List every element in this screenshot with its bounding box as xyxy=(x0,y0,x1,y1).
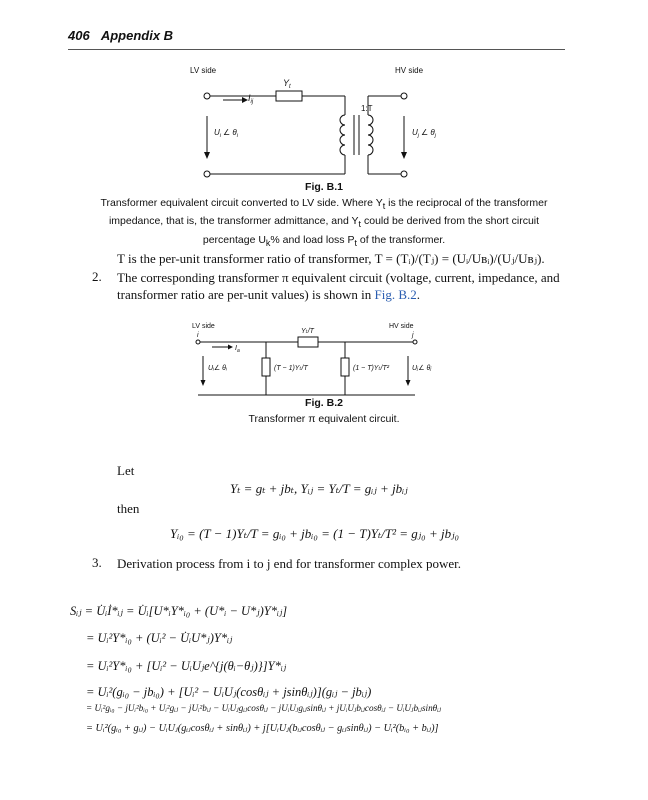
derivation-line-6: = Uᵢ²(gᵢ₀ + gᵢⱼ) − UᵢUⱼ(gᵢⱼcosθᵢⱼ + sinθᵢⱼ) + j[UᵢUⱼ(bᵢⱼcosθᵢⱼ − gᵢⱼsinθᵢⱼ) − Uᵢ²(bᵢ₀ + bᵢⱼ)] xyxy=(86,723,439,734)
then-label: then xyxy=(117,501,140,516)
caption1-line1: Transformer equivalent circuit converted to LV side. Where Y xyxy=(100,196,383,209)
caption1-sub1: t xyxy=(382,200,386,211)
current-sub: ij xyxy=(250,99,254,105)
ui-label: U xyxy=(214,128,220,137)
b2-hv-side-label: HV side xyxy=(389,323,414,330)
fig-b2-link[interactable]: Fig. B.2 xyxy=(374,287,417,302)
figure-b2-label: Fig. B.2 xyxy=(305,397,343,409)
item3-text: Derivation process from i to j end for transformer complex power. xyxy=(117,556,462,571)
svg-text:Iij xyxy=(248,93,254,105)
caption1-line2: impedance, that is, the transformer admittance, and Y xyxy=(108,215,359,228)
let-label: Let xyxy=(117,463,135,478)
b2-hv-node-label: j xyxy=(412,332,414,339)
derivation-line-2: = Uᵢ²Y*ᵢ₀ + (Uᵢ² − U̇ᵢU*ⱼ)Y*ᵢⱼ xyxy=(86,631,233,645)
derivation-line-5: = Uᵢ²gᵢ₀ − jUᵢ²bᵢ₀ + Uᵢ²gᵢⱼ − jUᵢ²bᵢⱼ − UᵢUⱼgᵢⱼcosθᵢⱼ − jUᵢUⱼgᵢⱼsinθᵢⱼ + jUᵢUⱼbᵢⱼcosθᵢⱼ − UᵢUⱼbᵢⱼsinθᵢⱼ xyxy=(86,703,442,713)
uj-sub: j xyxy=(417,133,420,139)
yt-sub: t xyxy=(289,84,291,90)
figure-b2-circuit xyxy=(190,318,462,398)
caption1-line3: percentage U xyxy=(202,233,266,246)
b2-lv-side-label: LV side xyxy=(192,323,215,330)
b2-uj-label: Uⱼ∠ θⱼ xyxy=(412,365,432,372)
ratio-paragraph: T is the per-unit transformer ratio of transformer, T = (Tᵢ)/(Tⱼ) = (Uᵢ/Uʙᵢ)/(Uⱼ/Uʙⱼ). xyxy=(117,251,545,266)
b2-current-label: I xyxy=(235,345,237,352)
equation-yt: Yₜ = gₜ + jbₜ, Yᵢⱼ = Yₜ/T = gᵢⱼ + jbᵢⱼ xyxy=(230,481,408,496)
uj-label: U xyxy=(412,128,418,137)
caption1-sub3: k xyxy=(265,237,271,248)
current-label: I xyxy=(248,93,251,103)
item2-text-b: transformer ratio are per-unit values) is shown in xyxy=(117,287,375,302)
caption1-line2-end: could be derived from the short circuit xyxy=(361,215,540,228)
lv-side-label: LV side xyxy=(190,66,217,75)
b2-shunt1-label: (T − 1)Yₜ/T xyxy=(274,365,308,372)
figure-b1-circuit xyxy=(190,60,470,185)
b2-shunt2-label: (1 − T)Yₜ/T² xyxy=(353,365,390,372)
uj-angle-sub: j xyxy=(434,133,436,139)
figure-b2-caption xyxy=(70,396,578,427)
b2-series-label: Yₜ/T xyxy=(301,328,314,335)
figure-b1-label: Fig. B.1 xyxy=(305,181,343,193)
item2-number: 2. xyxy=(92,269,102,284)
hv-side-label: HV side xyxy=(395,66,424,75)
yt-label: Y xyxy=(283,78,290,88)
caption1-line3-mid: % and load loss P xyxy=(270,233,355,246)
b2-current-sub: a xyxy=(236,348,240,354)
derivation-line-3: = Uᵢ²Y*ᵢ₀ + [Uᵢ² − UᵢUⱼe^{j(θᵢ−θⱼ)}]Y*ᵢⱼ xyxy=(86,659,287,673)
running-header xyxy=(68,28,173,43)
svg-text:Ui∠ θi xyxy=(214,128,239,139)
ratio-label: 1:T xyxy=(361,104,373,113)
b2-lv-node-label: i xyxy=(197,332,199,339)
item2-text-end: . xyxy=(416,287,421,302)
header-title: Appendix B xyxy=(100,28,174,43)
derivation-line-1: Sᵢⱼ = U̇ᵢİ*ᵢⱼ = U̇ᵢ[U*ᵢY*ᵢ₀ + (U*ᵢ − U*ⱼ)Y*ᵢⱼ] xyxy=(70,604,288,618)
ui-angle: ∠ θ xyxy=(223,128,237,137)
svg-text:Ia xyxy=(235,345,240,354)
item2-text-a: The corresponding transformer π equivalent circuit (voltage, current, impedance, and xyxy=(117,270,560,285)
caption1-sub4: t xyxy=(354,237,357,248)
derivation-line-4: = Uᵢ²(gᵢ₀ − jbᵢ₀) + [Uᵢ² − UᵢUⱼ(cosθᵢⱼ + jsinθᵢⱼ)](gᵢⱼ − jbᵢⱼ) xyxy=(86,685,372,699)
svg-text:Yt xyxy=(283,78,291,90)
page-number: 406 xyxy=(68,28,90,43)
svg-text:Uj∠ θj xyxy=(412,128,437,139)
item3-number: 3. xyxy=(92,555,102,570)
caption1-sub2: t xyxy=(358,219,362,230)
figure-b1-caption xyxy=(70,180,578,251)
figure-b2-caption-text: Transformer π equivalent circuit. xyxy=(248,412,400,425)
ui-sub: i xyxy=(219,133,222,139)
b2-ui-label: Uᵢ∠ θᵢ xyxy=(208,365,227,372)
caption1-line3-end: of the transformer. xyxy=(357,233,446,246)
header-rule xyxy=(68,49,565,50)
caption1-line1-end: is the reciprocal of the transformer xyxy=(385,196,548,209)
uj-angle: ∠ θ xyxy=(421,128,435,137)
item2-text xyxy=(117,269,577,303)
equation-yi0: Yᵢ₀ = (T − 1)Yₜ/T = gᵢ₀ + jbᵢ₀ = (1 − T)Yₜ/T² = gⱼ₀ + jbⱼ₀ xyxy=(170,526,460,541)
ui-angle-sub: i xyxy=(236,133,238,139)
